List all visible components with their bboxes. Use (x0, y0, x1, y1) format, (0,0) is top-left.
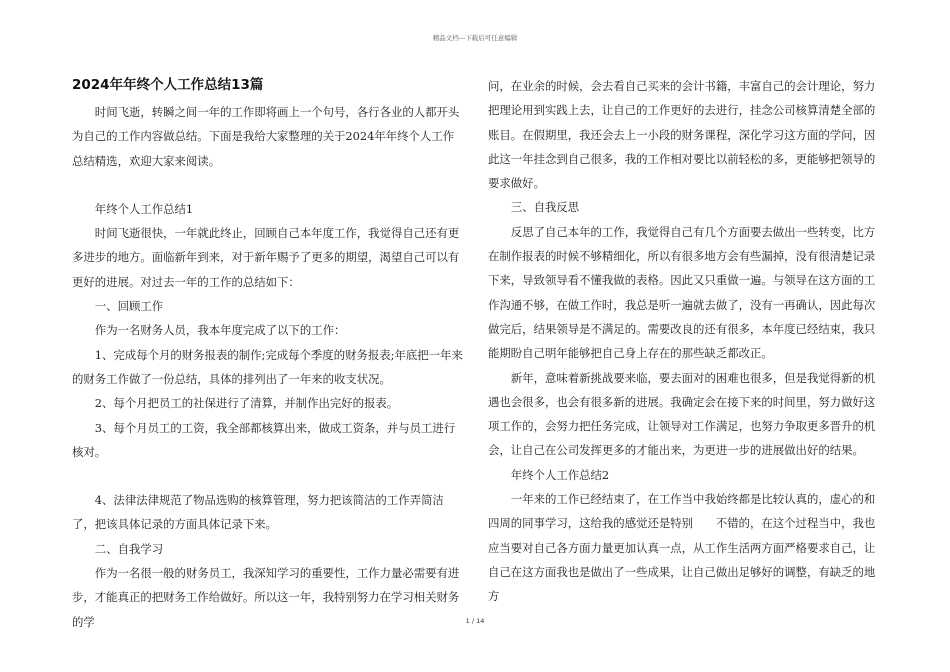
spacer (72, 464, 464, 488)
list-item-2: 2、每个月把员工的社保进行了清算，并制作出完好的报表。 (94, 396, 399, 411)
heading-self-reflection: 三、自我反思 (510, 200, 580, 215)
heading-self-study: 二、自我学习 (94, 541, 164, 556)
list-item-3: 3、每个月员工的工资，我全部都核算出来，做成工资条，并与员工进行核对。 (72, 420, 456, 459)
study-paragraph: 作为一名很一般的财务员工，我深知学习的重要性，工作力量必需要有进步，才能真正的把财务工作给做好。所以这一年，我特别努力在学习相关财务的学 (72, 566, 460, 629)
right-column (488, 74, 880, 609)
left-column (72, 74, 464, 634)
document-title: 2024年年终个人工作总结13篇 (72, 77, 264, 93)
section-title-1: 年终个人工作总结1 (94, 201, 194, 216)
section-1-paragraph: 时间飞逝很快，一年就此终止，回顾自己本年度工作，我觉得自己还有更多进步的地方。面临新年到来，对于新年赐予了更多的期望，渴望自己可以有更好的进展。对过去一年的工作的总结如下： (72, 226, 460, 289)
role-paragraph: 作为一名财务人员，我本年度完成了以下的工作： (94, 323, 346, 338)
section-2-paragraph: 一年来的工作已经结束了，在工作当中我始终都是比较认真的，虚心的和四周的同事学习，这给我的感觉还是特别 不错的，在这个过程当中，我也应当要对自己各方面力量更加认真一点，从工作生活两方面严格要求自己，让自己在这方面我也是做出了一些成果，让自己做出足够好的调整，有缺乏的地方 (488, 492, 876, 604)
heading-review-work: 一、回顾工作 (94, 299, 164, 314)
page-number: 1 / 14 (465, 617, 485, 625)
page-header: 精品文档---下载后可任意编辑 (432, 34, 518, 42)
spacer (72, 173, 464, 197)
new-year-paragraph: 新年，意味着新挑战要来临，要去面对的困难也很多，但是我觉得新的机遇也会很多，也会有很多新的进展。我确定会在接下来的时间里，努力做好这项工作的，会努力把任务完成，让领导对工作满足，也努力争取更多晋升的机会，让自己在公司发挥更多的才能出来，为更进一步的进展做出好的结果。 (488, 370, 876, 458)
study-paragraph-continued: 问，在业余的时候，会去看自己买来的会计书籍，丰富自己的会计理论，努力把理论用到实践上去，让自己的工作更好的去进行，挂念公司核算清楚全部的账目。在假期里，我还会去上一小段的财务课程，深化学习这方面的学问，因此这一年挂念到自己很多，我的工作相对要比以前轻松的多，更能够把领导的要求做好。 (488, 79, 876, 191)
list-item-1: 1、完成每个月的财务报表的制作;完成每个季度的财务报表;年底把一年来的财务工作做了一份总结，具体的排列出了一年来的收支状况。 (72, 347, 463, 386)
intro-paragraph: 时间飞逝，转瞬之间一年的工作即将画上一个句号，各行各业的人都开头为自己的工作内容做总结。下面是我给大家整理的关于2024年年终个人工作总结精选，欢迎大家来阅读。 (72, 105, 460, 168)
reflection-paragraph: 反思了自己本年的工作，我觉得自己有几个方面要去做出一些转变，比方在制作报表的时候不够精细化，所以有很多地方会有些漏掉，没有很清楚记录下来，导致领导看不懂我做的表格。因此又只重做一遍。与领导在这方面的工作沟通不够，在做工作时，我总是听一遍就去做了，没有一再确认，因此每次做完后，结果领导是不满足的。需要改良的还有很多，本年度已经结束，我只能期盼自己明年能够把自己身上存在的那些缺乏都改正。 (488, 224, 876, 361)
list-item-4: 4、法律法律规范了物品选购的核算管理，努力把该简洁的工作弄简洁了，把该具体记录的方面具体记录下来。 (72, 493, 444, 532)
section-title-2: 年终个人工作总结2 (510, 467, 610, 482)
